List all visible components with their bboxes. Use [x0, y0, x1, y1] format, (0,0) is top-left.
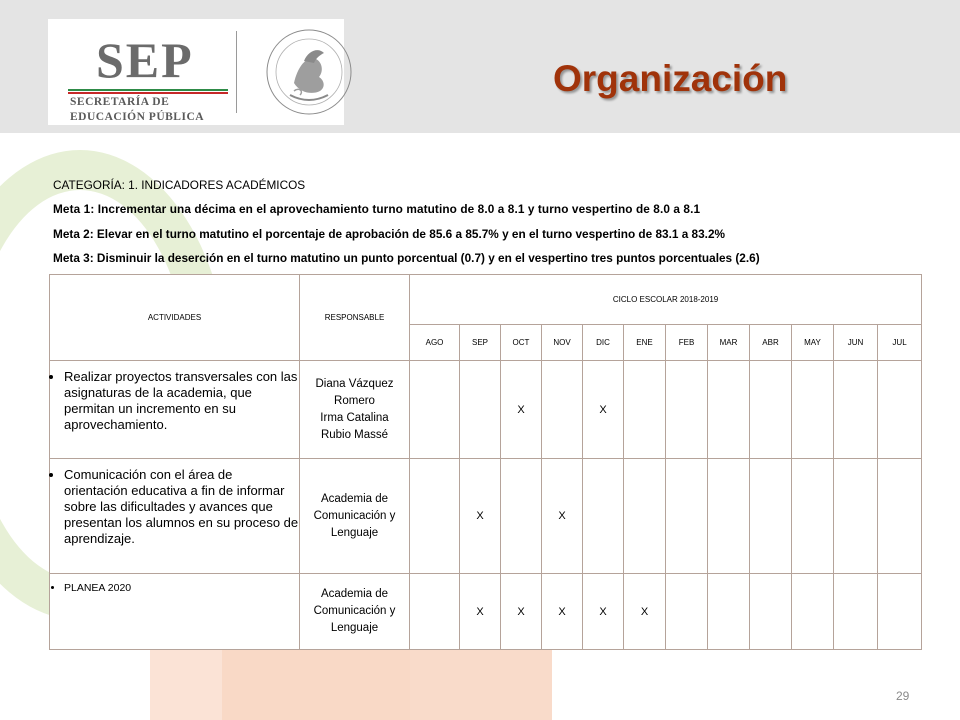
month-mark	[666, 361, 708, 459]
month-header: AGO	[410, 325, 460, 361]
month-mark	[624, 361, 666, 459]
month-header: MAR	[708, 325, 750, 361]
responsible-line: Diana Vázquez	[315, 377, 394, 390]
category-heading: CATEGORÍA: 1. INDICADORES ACADÉMICOS	[53, 178, 306, 192]
activity-text: • Comunicación con el área de orientación educativa a fin de informar sobre las dificultades y avances que presentan los alumnos en su proceso de aprendizaje.	[64, 467, 299, 547]
table-row	[50, 574, 922, 650]
month-mark	[750, 361, 792, 459]
month-mark	[792, 459, 834, 574]
month-mark	[542, 361, 583, 459]
responsible-line: Comunicación y	[313, 605, 396, 617]
month-mark	[708, 459, 750, 574]
month-mark: X	[501, 361, 542, 459]
page-title: Organización	[553, 58, 788, 99]
month-header: NOV	[542, 325, 583, 361]
month-mark	[501, 459, 542, 574]
logo-green-line	[68, 89, 228, 91]
responsible-cell	[300, 361, 410, 459]
month-header: SEP	[460, 325, 501, 361]
month-mark	[878, 574, 922, 650]
responsible-cell	[300, 574, 410, 650]
logo-line-1: SECRETARÍA DE	[70, 96, 170, 108]
month-header: JUN	[834, 325, 878, 361]
month-header: JUL	[878, 325, 922, 361]
month-mark	[792, 574, 834, 650]
month-mark	[792, 361, 834, 459]
month-mark	[708, 361, 750, 459]
page-number: 29	[896, 689, 910, 703]
logo-subtitle	[70, 95, 204, 125]
activity-cell	[50, 361, 300, 459]
header-school-cycle: CICLO ESCOLAR 2018-2019	[410, 275, 922, 325]
activity-cell	[50, 574, 300, 650]
month-mark	[666, 574, 708, 650]
month-header: ABR	[750, 325, 792, 361]
responsible-line: Irma Catalina	[320, 411, 389, 424]
month-mark	[834, 459, 878, 574]
month-mark: X	[542, 574, 583, 650]
logo-divider	[236, 31, 237, 113]
responsible-cell	[300, 459, 410, 574]
sep-logo	[48, 19, 344, 125]
table-row	[50, 361, 922, 459]
meta-1: Meta 1: Incrementar una décima en el aprovechamiento turno matutino de 8.0 a 8.1 y turno vespertino de 8.0 a 8.1	[53, 202, 701, 216]
month-mark: X	[542, 459, 583, 574]
month-mark: X	[460, 574, 501, 650]
month-mark	[878, 459, 922, 574]
responsible-line: Lenguaje	[330, 526, 379, 539]
month-header: DIC	[583, 325, 624, 361]
responsible-line: Academia de	[320, 588, 389, 600]
activities-table	[49, 274, 922, 650]
header-responsible: RESPONSABLE	[300, 275, 410, 361]
month-mark: X	[624, 574, 666, 650]
month-mark	[834, 361, 878, 459]
month-mark: X	[583, 574, 624, 650]
meta-3: Meta 3: Disminuir la deserción en el turno matutino un punto porcentual (0.7) y en el vespertino tres puntos porcentuales (2.6)	[53, 251, 760, 265]
month-mark	[750, 574, 792, 650]
month-mark	[666, 459, 708, 574]
month-mark	[750, 459, 792, 574]
month-mark: X	[460, 459, 501, 574]
month-mark	[834, 574, 878, 650]
month-mark	[624, 459, 666, 574]
mexico-seal-icon	[264, 25, 354, 119]
month-header: MAY	[792, 325, 834, 361]
month-header: FEB	[666, 325, 708, 361]
logo-red-line	[68, 92, 228, 94]
month-mark	[410, 459, 460, 574]
month-header: ENE	[624, 325, 666, 361]
month-mark	[878, 361, 922, 459]
meta-2: Meta 2: Elevar en el turno matutino el porcentaje de aprobación de 85.6 a 85.7% y en el turno vespertino de 83.1 a 83.2%	[53, 227, 725, 241]
responsible-line: Comunicación y	[313, 509, 396, 522]
header-activities: ACTIVIDADES	[50, 275, 300, 361]
responsible-line: Romero	[334, 394, 375, 407]
responsible-line: Academia de	[320, 492, 389, 505]
table-row	[50, 459, 922, 574]
month-mark: X	[501, 574, 542, 650]
month-mark	[583, 459, 624, 574]
activity-cell	[50, 459, 300, 574]
logo-line-2: EDUCACIÓN PÚBLICA	[70, 111, 205, 123]
sep-logo-word: SEP	[96, 32, 194, 88]
responsible-line: Rubio Massé	[320, 428, 389, 441]
month-header: OCT	[501, 325, 542, 361]
month-mark	[460, 361, 501, 459]
month-mark	[410, 574, 460, 650]
responsible-line: Lenguaje	[330, 622, 379, 634]
month-mark: X	[583, 361, 624, 459]
month-mark	[708, 574, 750, 650]
activity-text: • Realizar proyectos transversales con las asignaturas de la academia, que permitan un incremento en su aprovechamiento.	[64, 369, 299, 433]
activity-text: • PLANEA 2020	[64, 580, 299, 596]
month-mark	[410, 361, 460, 459]
